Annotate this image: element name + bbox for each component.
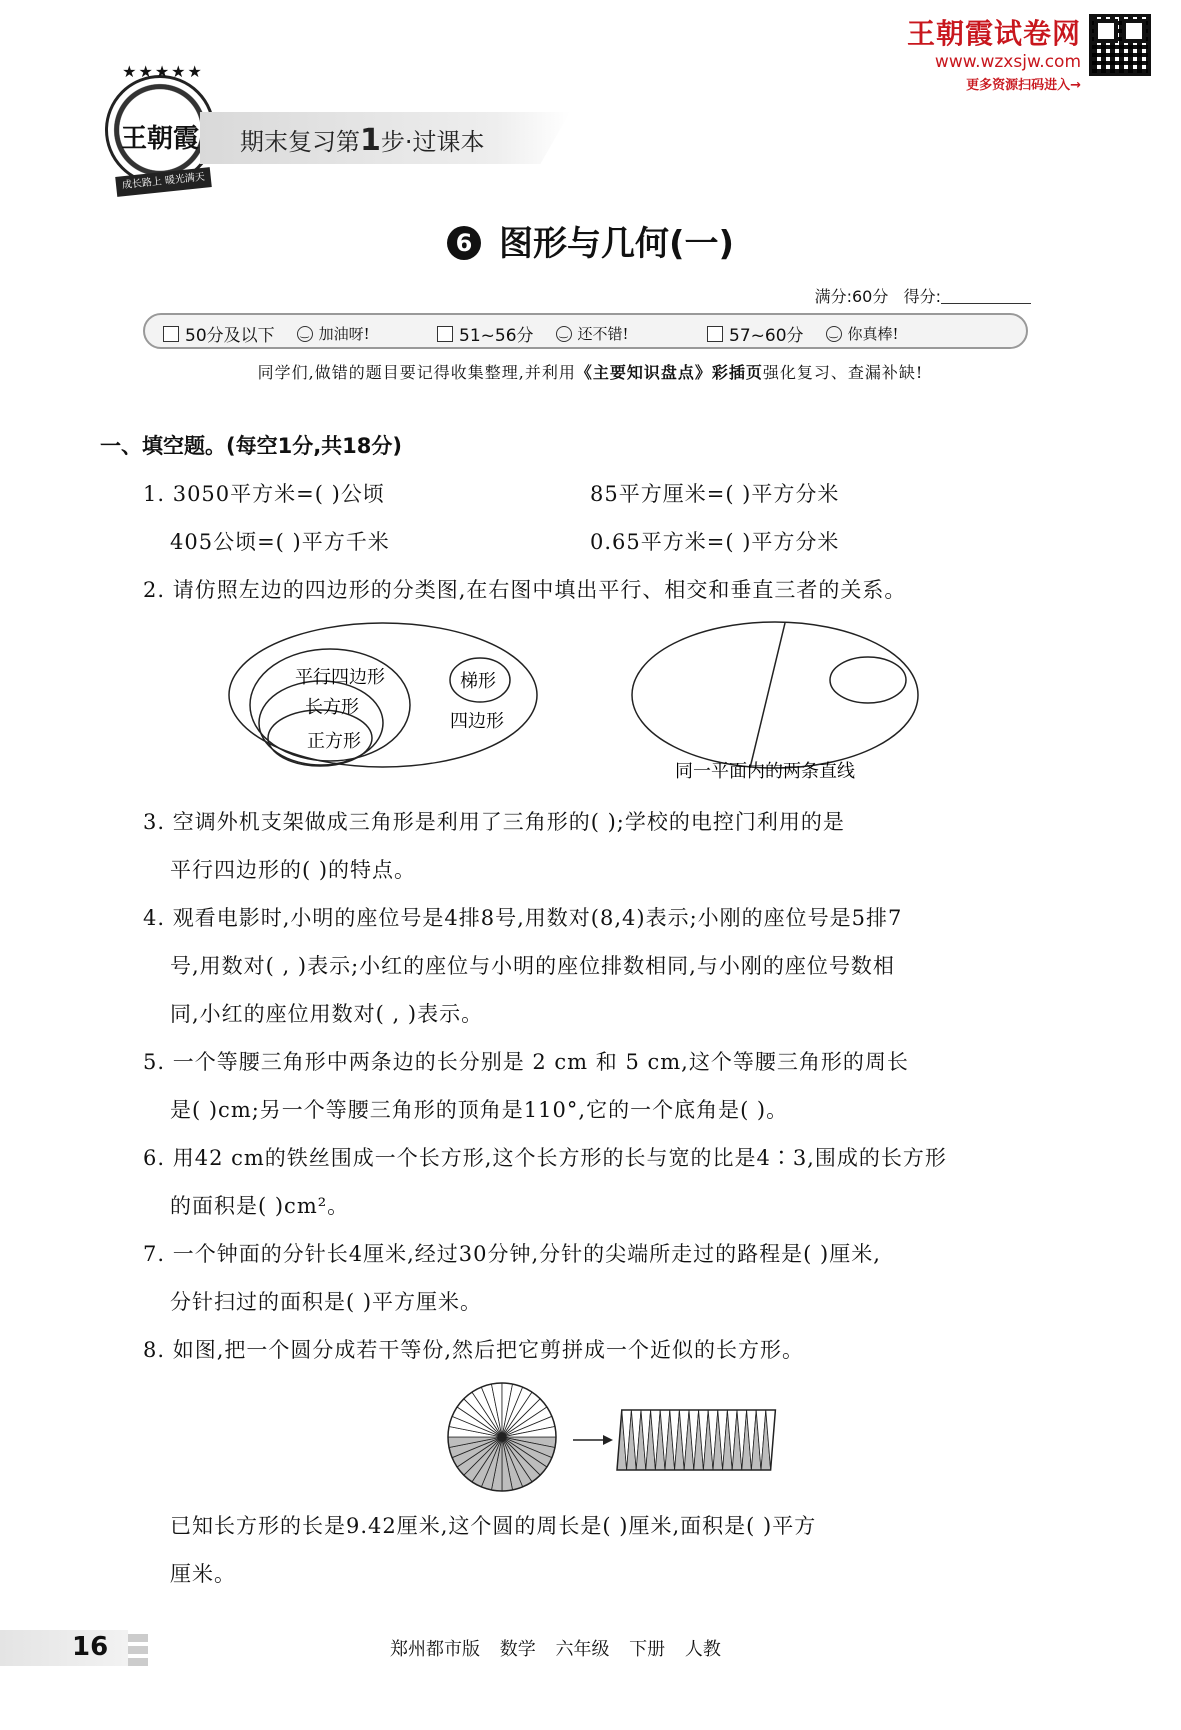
- question-4-line2: 号,用数对( , )表示;小红的座位与小明的座位排数相同,与小刚的座位号数相: [170, 954, 895, 978]
- banner-step-number: 1: [360, 123, 381, 158]
- brand-block: [907, 12, 1081, 93]
- logo-ribbon: 成长路上 暖光满天: [115, 167, 212, 197]
- question-8-line2: 已知长方形的长是9.42厘米,这个圆的周长是( )厘米,面积是( )平方: [170, 1514, 817, 1538]
- question-3-line2: 平行四边形的( )的特点。: [170, 858, 417, 882]
- rating-item-low: [163, 321, 370, 346]
- rating-item-high: [707, 321, 899, 346]
- smiley-face-icon: ‿: [556, 326, 572, 342]
- smiley-face-icon: ‿: [297, 326, 313, 342]
- banner-pre: 期末复习第: [240, 128, 360, 156]
- note-bold: 《主要知识盘点》彩插页: [575, 363, 763, 382]
- outer-ellipse: [632, 622, 918, 768]
- note-post: 强化复习、查漏补缺!: [762, 363, 924, 382]
- rating-checkbox[interactable]: [707, 326, 723, 342]
- label-parallelogram: 平行四边形: [295, 667, 385, 688]
- question-6-line1: 6. 用42 cm的铁丝围成一个长方形,这个长方形的长与宽的比是4∶3,围成的长方形: [143, 1146, 947, 1170]
- label-square: 正方形: [307, 731, 361, 752]
- rating-checkbox[interactable]: [437, 326, 453, 342]
- section-heading: 一、填空题。(每空1分,共18分): [100, 434, 403, 458]
- question-3-line1: 3. 空调外机支架做成三角形是利用了三角形的( );学校的电控门利用的是: [143, 810, 845, 834]
- label-trapezoid: 梯形: [460, 671, 496, 692]
- score-line: [815, 284, 1031, 307]
- score-label: 得分:: [903, 287, 941, 306]
- question-2: 2. 请仿照左边的四边形的分类图,在右图中填出平行、相交和垂直三者的关系。: [143, 578, 907, 602]
- divider-line: [750, 623, 785, 768]
- score-blank[interactable]: [941, 290, 1031, 304]
- question-7-line2: 分针扫过的面积是( )平方厘米。: [170, 1290, 483, 1314]
- inner-ellipse: [830, 657, 906, 703]
- question-1b: 85平方厘米=( )平方分米: [590, 482, 840, 506]
- question-6-line2: 的面积是( )cm²。: [170, 1194, 350, 1218]
- quadrilateral-classification-diagram: [225, 615, 545, 775]
- brand-logo: [105, 62, 215, 192]
- line-relationship-diagram: [625, 615, 945, 795]
- rating-comment: 还不错!: [577, 325, 629, 343]
- rating-range: 57~60分: [729, 326, 804, 346]
- rating-range: 50分及以下: [185, 326, 275, 346]
- chapter-number: 6: [447, 226, 481, 260]
- page-title: [0, 216, 1181, 265]
- banner-post: 步·过课本: [380, 128, 485, 156]
- rating-comment: 加油呀!: [318, 325, 370, 343]
- note-pre: 同学们,做错的题目要记得收集整理,并利用: [257, 363, 576, 382]
- page-number-box: [0, 1630, 145, 1666]
- scan-hint: 更多资源扫码进入→: [966, 78, 1081, 93]
- question-8-line3: 厘米。: [170, 1562, 236, 1586]
- question-1c: 405公顷=( )平方千米: [170, 530, 390, 554]
- study-note: [0, 360, 1181, 383]
- self-rating-bar: [143, 313, 1028, 349]
- question-5-line1: 5. 一个等腰三角形中两条边的长分别是 2 cm 和 5 cm,这个等腰三角形的周长: [143, 1050, 909, 1074]
- full-score: 满分:60分: [814, 287, 889, 306]
- question-1d: 0.65平方米=( )平方分米: [590, 530, 840, 554]
- rating-item-mid: [437, 321, 629, 346]
- chapter-title: 图形与几何(一): [498, 224, 735, 264]
- brand-name: 王朝霞试卷网: [906, 17, 1081, 50]
- footer-decoration: [128, 1630, 148, 1666]
- page-number: 16: [72, 1632, 109, 1662]
- stars-icon: ★★★★★: [122, 62, 204, 81]
- diagram-caption: 同一平面内的两条直线: [675, 761, 855, 782]
- question-4-line3: 同,小红的座位用数对( , )表示。: [170, 1002, 484, 1026]
- banner-title: [240, 122, 485, 158]
- question-8-line1: 8. 如图,把一个圆分成若干等份,然后把它剪拼成一个近似的长方形。: [143, 1338, 805, 1362]
- rating-range: 51~56分: [459, 326, 534, 346]
- approximate-rectangle: [617, 1410, 775, 1470]
- logo-text: 王朝霞: [120, 124, 199, 154]
- question-4-line1: 4. 观看电影时,小明的座位号是4排8号,用数对(8,4)表示;小刚的座位号是5排7: [143, 906, 903, 930]
- smiley-face-icon: ‿: [826, 326, 842, 342]
- book-info: 郑州都市版 数学 六年级 下册 人教: [390, 1639, 721, 1660]
- question-1a: 1. 3050平方米=( )公顷: [143, 482, 385, 506]
- arrow-right-icon: [603, 1435, 613, 1445]
- rating-checkbox[interactable]: [163, 326, 179, 342]
- label-quadrilateral: 四边形: [450, 711, 504, 732]
- circle-to-rectangle-diagram: [445, 1380, 795, 1500]
- label-rectangle: 长方形: [305, 697, 359, 718]
- qr-code-icon[interactable]: [1089, 14, 1151, 76]
- question-5-line2: 是( )cm;另一个等腰三角形的顶角是110°,它的一个底角是( )。: [170, 1098, 789, 1122]
- rating-comment: 你真棒!: [847, 325, 899, 343]
- brand-url[interactable]: www.wzxsjw.com: [934, 52, 1081, 72]
- question-7-line1: 7. 一个钟面的分针长4厘米,经过30分钟,分针的尖端所走过的路程是( )厘米,: [143, 1242, 881, 1266]
